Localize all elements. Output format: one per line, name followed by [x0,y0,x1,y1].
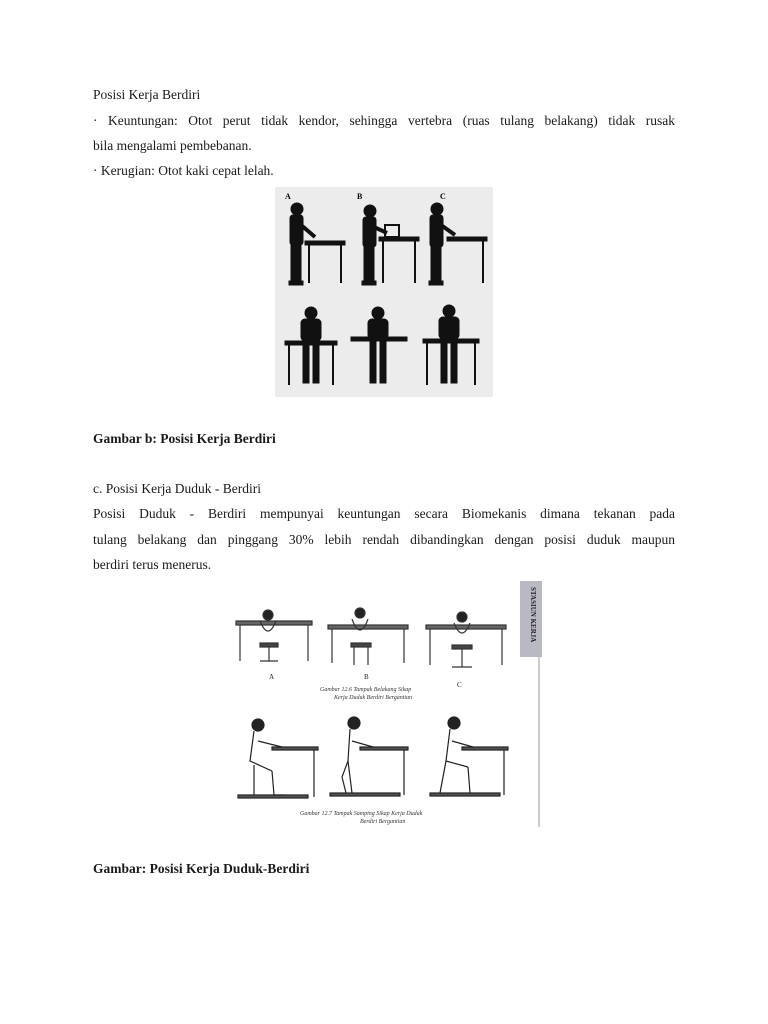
standing-posture-figure [275,187,493,397]
figure-letter-b: B [357,192,363,201]
paragraph-line-1: Posisi Duduk - Berdiri mempunyai keuntungan secara Biomekanis dimana tekanan pada [93,506,675,521]
figure-caption-1-line2: Kerja Duduk Berdiri Bergantian [334,695,413,701]
sit-stand-posture-figure [230,581,542,827]
paragraph-line-3: berdiri terus menerus. [93,557,212,572]
figure-caption-1-line1: Gambar 12.6 Tampak Belakang Sikap [320,687,412,693]
figure-letter-c: C [440,192,446,201]
figure-c-letter-c: C [457,681,462,689]
advantage-line-1: · Keuntungan: Otot perut tidak kendor, sehingga vertebra (ruas tulang belakang) tidak rusak [93,113,675,128]
paragraph-line-2: tulang belakang dan pinggang 30% lebih rendah dibandingkan dengan posisi duduk maupun [93,532,675,547]
figure-letter-a: A [285,192,291,201]
section-title-sit-stand: c. Posisi Kerja Duduk - Berdiri [93,481,261,496]
caption-sit-stand: Gambar: Posisi Kerja Duduk-Berdiri [93,861,310,876]
figure-c-letter-a: A [269,673,275,681]
section-title-standing: Posisi Kerja Berdiri [93,87,201,102]
figure-c-letter-b: B [364,673,369,681]
disadvantage-line: · Kerugian: Otot kaki cepat lelah. [93,163,274,178]
side-tab-label: STASIUN KERJA [529,587,537,643]
figure-caption-2-line1: Gambar 12.7 Tampak Samping Sikap Kerja Duduk [300,811,423,817]
advantage-line-2: bila mengalami pembebanan. [93,138,252,153]
caption-standing: Gambar b: Posisi Kerja Berdiri [93,431,276,446]
figure-caption-2-line2: Berdiri Bergantian [360,819,406,825]
